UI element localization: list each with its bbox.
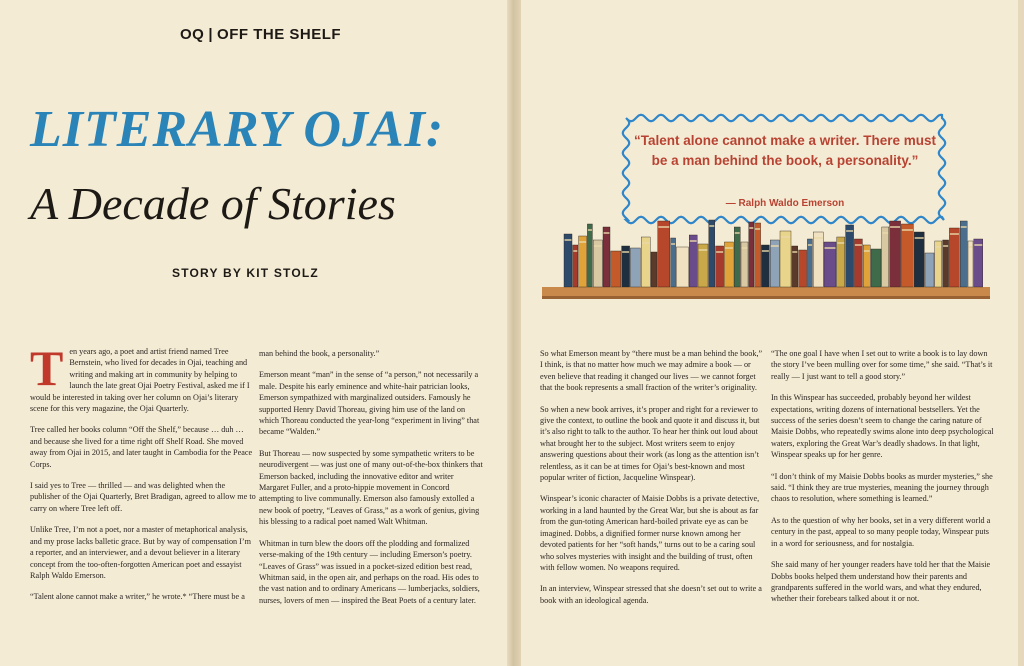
book-spine xyxy=(630,248,640,287)
pull-quote-attribution: — Ralph Waldo Emerson xyxy=(725,198,845,209)
book-spine-band xyxy=(771,245,779,247)
book-spine-band xyxy=(825,247,836,249)
book-spine xyxy=(882,227,889,287)
book-spine-band xyxy=(622,251,629,253)
book-spine xyxy=(943,240,949,287)
book-spine xyxy=(925,253,934,287)
book-spine xyxy=(579,236,587,287)
book-spine xyxy=(854,239,862,287)
book-spine-band xyxy=(837,242,844,244)
byline: STORY BY KIT STOLZ xyxy=(172,266,319,280)
book-spine-band xyxy=(742,247,748,249)
paragraph: Unlike Tree, I’m not a poet, nor a master of metaphorical analysis, and my prose lacks balletic grace. But by way of compensation I’m a reporter, and an interviewer, and a devout believer in a literary concept from the too-often-forgotten American poet and essayist Ralph Waldo Emerson. xyxy=(30,525,251,580)
book-spine xyxy=(641,237,650,287)
article-column-1 xyxy=(30,340,256,613)
book-spine xyxy=(799,250,807,287)
paragraph: “Talent alone cannot make a writer,” he wrote.* “There must be a xyxy=(30,592,245,602)
drop-cap: T xyxy=(30,340,64,396)
paragraph: “I don’t think of my Maisie Dobbs books as murder mysteries,” she said. “I think they are true mysteries, meaning the journey through chaos to resolution, where something is learned.” xyxy=(771,471,993,504)
headline-line-2: A Decade of Stories xyxy=(30,178,396,229)
paragraph: Emerson meant “man” in the sense of “a person,” not necessarily a male. Despite his early eminence and white-hair patrician looks, Emerson sympathized with marginalized outsiders. Famously he supported Henry David Thoreau, giving him use of the land on which Thoreau conducted the year-long “experiment in living” that became “Walden.” xyxy=(259,370,480,437)
book-spine-band xyxy=(846,230,853,232)
book-spine-band xyxy=(808,244,812,246)
book-spine-band xyxy=(974,244,982,246)
book-spine xyxy=(949,228,959,287)
article-column-3 xyxy=(540,348,766,616)
book-spine-band xyxy=(781,236,791,238)
book-spine xyxy=(603,227,610,287)
section-title: OFF THE SHELF xyxy=(217,26,342,43)
book-spine xyxy=(564,234,572,287)
book-spine-band xyxy=(755,228,760,230)
book-spine-band xyxy=(709,225,714,227)
book-spine-band xyxy=(950,233,959,235)
paragraph: Winspear’s iconic character of Maisie Dobbs is a private detective, working in a land haunted by the Great War, but she is about as far from the gun-toting American hard-boiled private eye as can be imagined. Dobbs, a dignified former nurse known among her devoted patients for her “soft hands,” turns out to be a caring soul who solves mysteries with insight and the building of trust, often with fellow women. No weapons required. xyxy=(540,494,760,572)
section-header xyxy=(180,26,341,43)
book-spine-band xyxy=(935,246,941,248)
book-spine-band xyxy=(642,242,650,244)
book-spine xyxy=(587,224,592,287)
book-spine xyxy=(593,240,602,287)
book-spine xyxy=(671,238,676,287)
book-spine xyxy=(611,251,621,287)
book-spine xyxy=(658,221,670,287)
article-column-4 xyxy=(771,348,997,615)
book-spine xyxy=(871,249,881,287)
book-spine xyxy=(755,223,761,287)
paragraph: “The one goal I have when I set out to write a book is to lay down the story I’ve been mulling over for some time,” she said. “That’s it really — I just want to tell a good story.” xyxy=(771,349,993,381)
book-spine xyxy=(974,239,983,287)
shelf-edge xyxy=(542,296,990,299)
paragraph: In an interview, Winspear stressed that she doesn’t set out to write a book with an ideological agenda. xyxy=(540,584,762,605)
book-spine xyxy=(709,220,715,287)
section-code: OQ xyxy=(180,26,205,43)
book-spine-band xyxy=(749,227,753,229)
paragraph: Whitman in turn blew the doors off the plodding and formalized verse-making of the 19th century — including Emerson’s poetry. “Leaves of Grass” was issued in a pocket-sized edition best read, Whitman said, in the open air, and perhaps on the road. His odes to the vast nation and to ordinary Americans — lumberjacks, soldiers, nurses, lovers of men — inspired the Beat Poets of a century later. xyxy=(259,538,480,605)
book-spine-band xyxy=(961,226,967,228)
paragraph: As to the question of why her books, set in a very different world a century in the past, appeal to so many people today, Winspear puts in a word for seriousness, and for nostalgia. xyxy=(771,515,991,548)
book-spine xyxy=(689,235,697,287)
book-spine xyxy=(749,222,754,287)
paragraph: In this Winspear has succeeded, probably beyond her wildest expectations, writing dozens of international bestsellers. Yet the success of the series doesn’t seem to change the caring nature of Maisie Dobbs, who repeatedly swims alone into deep psychological waters, exploring the Great War’s deadly shadows. In that light, Winspear speaks up for her genre. xyxy=(771,393,994,460)
book-spine-band xyxy=(671,243,675,245)
book-spine xyxy=(676,247,688,287)
paragraph: Tree called her books column “Off the Shelf,” because … duh … and because she lived for a time right off Shelf Road. She moved away from Ojai in 2015, and later taught in Cambodia for the Peace Corps. xyxy=(30,425,253,469)
book-spine-band xyxy=(690,240,697,242)
book-spine-band xyxy=(658,226,669,228)
book-spine-band xyxy=(579,241,586,243)
book-spine xyxy=(914,232,924,287)
book-spine-band xyxy=(882,232,888,234)
paragraph: I said yes to Tree — thrilled — and was delighted when the publisher of the Ojai Quarterly, Bret Bradigan, agreed to allow me to carry on where Tree left off. xyxy=(30,481,256,513)
book-spine xyxy=(770,240,779,287)
book-spine-band xyxy=(969,246,973,248)
book-spine xyxy=(807,239,812,287)
paragraph: So what Emerson meant by “there must be a man behind the book,” I think, is that no matter how much we may admire a book — or even believe that reading it changed our lives — we cannot forget that the book represents a small fraction of the writer’s originality. xyxy=(540,349,763,393)
book-spine-band xyxy=(855,244,862,246)
book-spine xyxy=(960,221,967,287)
book-spine-band xyxy=(814,237,823,239)
book-spine-band xyxy=(565,239,572,241)
book-spine-band xyxy=(735,232,740,234)
book-spine-band xyxy=(890,226,900,228)
page-gutter xyxy=(507,0,521,666)
pull-quote-text: “Talent alone cannot make a writer. There must be a man behind the book, a personality.” xyxy=(633,133,937,168)
book-spine-band xyxy=(902,229,913,231)
paragraph: She said many of her younger readers have told her that the Maisie Dobbs books helped them understand how their parents and grandparents suffered in the world wars, and what they endured, whether their forebears talked about it or not. xyxy=(771,560,991,604)
book-spine xyxy=(890,221,901,287)
book-spine-band xyxy=(864,250,870,252)
book-spine-band xyxy=(588,229,592,231)
book-spine-band xyxy=(725,247,733,249)
book-spine xyxy=(780,231,791,287)
book-spine-band xyxy=(762,250,769,252)
book-spine-band xyxy=(915,237,924,239)
paragraph: So when a new book arrives, it’s proper and right for a reviewer to give the context, to outline the book and quote it and discuss it, but it’s also right to talk to the author. To hear her think out loud about what brought her to the subject. Most writers seem to enjoy answering questions about their work (as long as the attention isn’t relentless, as it can be at times for Ojai’s best-known and most popular writer of fiction, Jacqueline Winspear). xyxy=(540,404,760,483)
book-spine xyxy=(651,252,657,287)
book-spine-band xyxy=(699,249,708,251)
headline-line-1: LITERARY OJAI: xyxy=(30,101,445,158)
book-spine-band xyxy=(943,245,948,247)
paragraph: But Thoreau — now suspected by some sympathetic writers to be neurodivergent — was just one of many out-of-the-box thinkers that Emerson backed, including the innovative editor and writer Margaret Fuller, and a proto-hippie movement in Concord attempting to live communally. Emerson also famously extolled a new book of poetry, “Leaves of Grass,” as a work of genius, giving his blessing to a radical poet named Walt Whitman. xyxy=(259,448,483,527)
book-spine xyxy=(734,227,740,287)
page-edge xyxy=(1018,0,1024,666)
book-spine-band xyxy=(573,250,577,252)
book-spine xyxy=(846,225,854,287)
paragraph: man behind the book, a personality.” xyxy=(259,349,380,358)
book-spine-band xyxy=(792,251,797,253)
book-spine-band xyxy=(594,245,602,247)
bookshelf-illustration xyxy=(540,215,992,303)
book-spine xyxy=(813,232,823,287)
book-spine xyxy=(837,237,845,287)
book-spine-band xyxy=(716,251,723,253)
section-separator: | xyxy=(208,26,214,43)
article-column-2 xyxy=(259,348,485,616)
book-spine-band xyxy=(604,232,610,234)
paragraph: Ten years ago, a poet and artist friend named Tree Bernstein, who lived for decades in Ojai, teaching and writing and making art in community by helping to launch the late great Ojai Poetry Festival, asked me if I would be interested in taking over her column on Ojai’s literary scene for this very magazine, the Ojai Quarterly. xyxy=(30,340,250,414)
book-spine xyxy=(901,224,913,287)
